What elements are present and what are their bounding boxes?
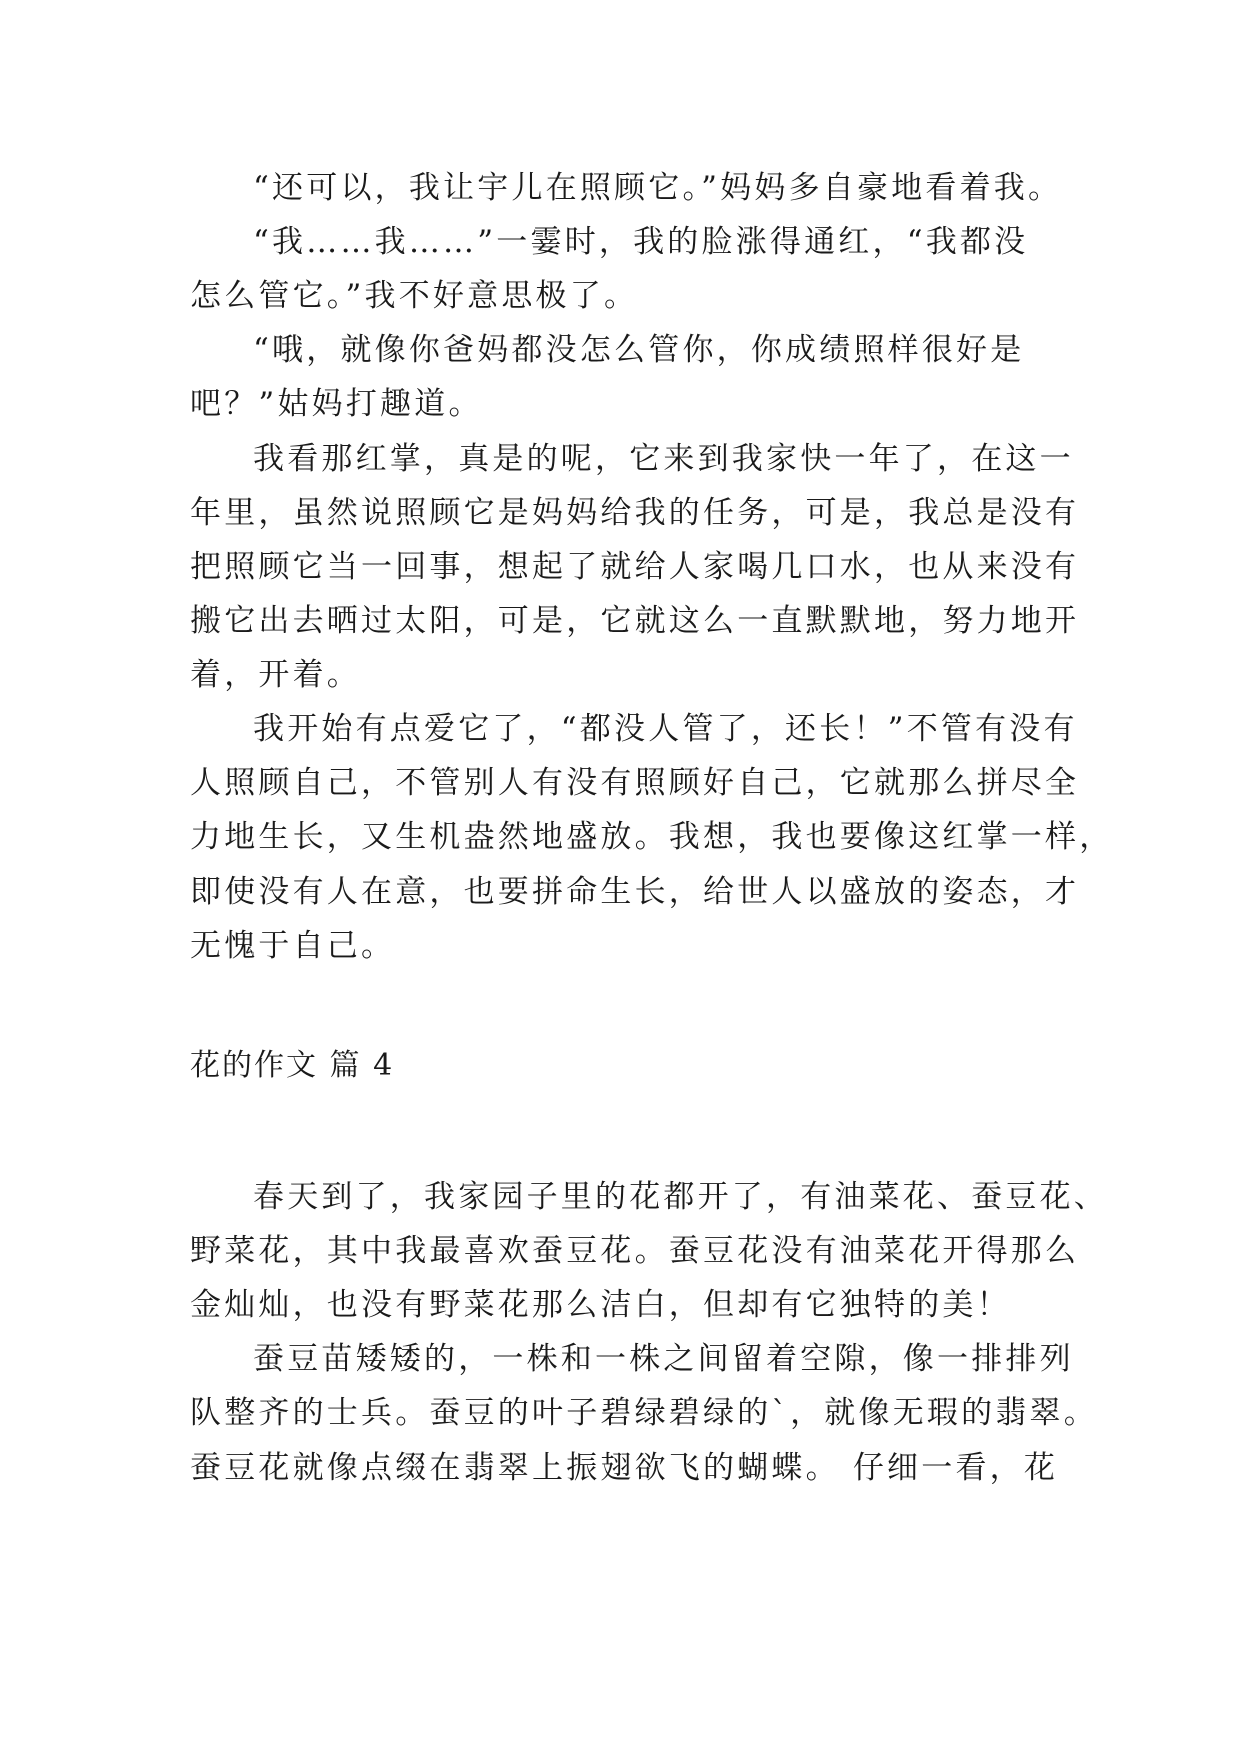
text-line: 把照顾它当一回事，想起了就给人家喝几口水，也从来没有 [190,549,1080,585]
text-line: 蚕豆花就像点缀在翡翠上振翅欲飞的蝴蝶。 仔细一看，花 [190,1450,1059,1486]
text-line: “哦，就像你爸妈都没怎么管你，你成绩照样很好是 [253,332,1025,368]
text-line: 怎么管它。”我不好意思极了。 [190,278,639,314]
text-line: 吧？”姑妈打趣道。 [190,386,483,422]
text-line: 野菜花，其中我最喜欢蚕豆花。蚕豆花没有油菜花开得那么 [190,1233,1080,1269]
text-line: 金灿灿，也没有野菜花那么洁白，但却有它独特的美！ [190,1287,1011,1323]
text-line: 无愧于自己。 [190,928,396,964]
text-line: 我开始有点爱它了，“都没人管了，还长！”不管有没有 [253,711,1078,747]
text-line: 我看那红掌，真是的呢，它来到我家快一年了，在这一 [253,441,1074,477]
text-line: “我……我……”一霎时，我的脸涨得通红，“我都没 [253,224,1029,260]
text-line: 搬它出去晒过太阳，可是，它就这么一直默默地，努力地开 [190,603,1080,639]
text-line: 人照顾自己，不管别人有没有照顾好自己，它就那么拼尽全 [190,765,1080,801]
text-line: 队整齐的士兵。蚕豆的叶子碧绿碧绿的`，就像无瑕的翡翠。 [190,1395,1098,1431]
text-line: 蚕豆苗矮矮的，一株和一株之间留着空隙，像一排排列 [253,1341,1074,1377]
text-line: “还可以，我让宇儿在照顾它。”妈妈多自豪地看着我。 [253,170,1063,206]
text-line: 即使没有人在意，也要拼命生长，给世人以盛放的姿态，才 [190,874,1080,910]
text-line: 着，开着。 [190,657,361,693]
text-line: 春天到了，我家园子里的花都开了，有油菜花、蚕豆花、 [253,1179,1108,1215]
text-line: 年里，虽然说照顾它是妈妈给我的任务，可是，我总是没有 [190,495,1080,531]
text-line: 力地生长，又生机盎然地盛放。我想，我也要像这红掌一样， [190,819,1114,855]
section-heading: 花的作文 篇 4 [190,1048,395,1083]
